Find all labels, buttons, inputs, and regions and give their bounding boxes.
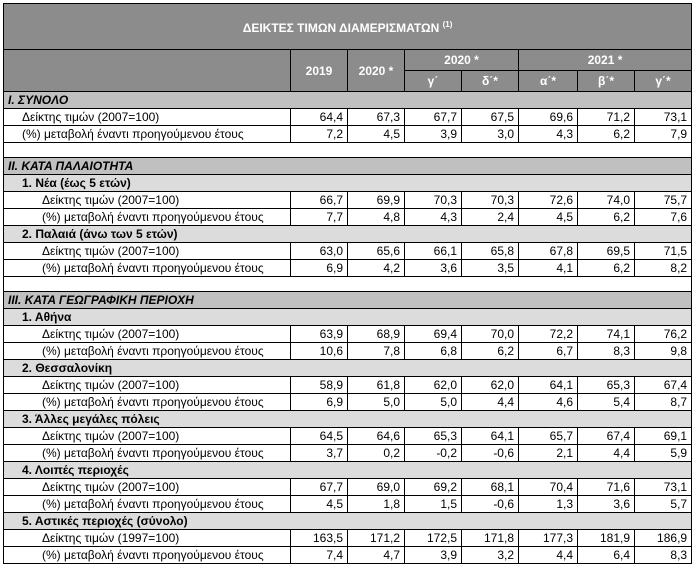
group-title: 5. Αστικές περιοχές (σύνολο) <box>4 513 692 530</box>
section-header-row <box>4 158 692 175</box>
value-cell: 7,2 <box>291 126 348 143</box>
value-cell: 61,8 <box>348 377 405 394</box>
value-cell: 3,5 <box>462 260 519 277</box>
value-cell: 73,1 <box>635 479 692 496</box>
value-cell: 9,8 <box>635 343 692 360</box>
spacer-cell <box>635 143 692 158</box>
value-cell: 3,9 <box>405 126 462 143</box>
row-label: (%) μεταβολή έναντι προηγούμενου έτους <box>4 547 291 564</box>
value-cell: 65,3 <box>405 428 462 445</box>
spacer-cell <box>578 277 635 292</box>
value-cell: 1,8 <box>348 496 405 513</box>
value-cell: 69,5 <box>578 243 635 260</box>
value-cell: 64,1 <box>462 428 519 445</box>
value-cell: 3,6 <box>405 260 462 277</box>
value-cell: 67,3 <box>348 109 405 126</box>
table-row <box>4 343 692 360</box>
group-title: 2. Θεσσαλονίκη <box>4 360 692 377</box>
table-title-text: ΔΕΙΚΤΕΣ ΤΙΜΩΝ ΔΙΑΜΕΡΙΣΜΑΤΩΝ <box>242 21 440 35</box>
value-cell: 65,6 <box>348 243 405 260</box>
group-title: 1. Αθήνα <box>4 309 692 326</box>
table-title-note: (1) <box>442 20 453 29</box>
value-cell: 3,0 <box>462 126 519 143</box>
section-title: I. ΣΥΝΟΛΟ <box>4 92 692 109</box>
table-title-row <box>4 4 692 50</box>
table-row <box>4 547 692 564</box>
header-row-years <box>4 50 692 71</box>
value-cell: 6,7 <box>519 343 578 360</box>
value-cell: 4,3 <box>519 126 578 143</box>
value-cell: 6,2 <box>578 260 635 277</box>
value-cell: 71,5 <box>635 243 692 260</box>
header-group-2021: 2021 * <box>519 50 692 71</box>
table-row <box>4 394 692 411</box>
spacer-cell <box>4 143 291 158</box>
group-header-row <box>4 226 692 243</box>
value-cell: 4,2 <box>348 260 405 277</box>
value-cell: 186,9 <box>635 530 692 547</box>
value-cell: 68,1 <box>462 479 519 496</box>
spacer-cell <box>462 143 519 158</box>
group-header-row <box>4 175 692 192</box>
value-cell: 8,3 <box>635 547 692 564</box>
group-title: 2. Παλαιά (άνω των 5 ετών) <box>4 226 692 243</box>
value-cell: 8,7 <box>635 394 692 411</box>
value-cell: 3,2 <box>462 547 519 564</box>
value-cell: 73,1 <box>635 109 692 126</box>
section-title: II. ΚΑΤΑ ΠΑΛΑΙΟΤΗΤΑ <box>4 158 692 175</box>
row-label: (%) μεταβολή έναντι προηγούμενου έτους <box>4 445 291 462</box>
value-cell: 69,0 <box>348 479 405 496</box>
value-cell: 4,8 <box>348 209 405 226</box>
value-cell: 70,0 <box>462 326 519 343</box>
value-cell: 71,2 <box>578 109 635 126</box>
value-cell: 69,1 <box>635 428 692 445</box>
spacer-cell <box>405 277 462 292</box>
value-cell: 5,9 <box>635 445 692 462</box>
header-quarter: δ΄* <box>462 71 519 92</box>
value-cell: 177,3 <box>519 530 578 547</box>
header-blank <box>4 50 291 92</box>
value-cell: 172,5 <box>405 530 462 547</box>
value-cell: 4,6 <box>519 394 578 411</box>
value-cell: 181,9 <box>578 530 635 547</box>
group-title: 4. Λοιπές περιοχές <box>4 462 692 479</box>
table-row <box>4 377 692 394</box>
value-cell: 4,5 <box>519 209 578 226</box>
value-cell: 66,7 <box>291 192 348 209</box>
header-quarter: α΄* <box>519 71 578 92</box>
value-cell: 76,2 <box>635 326 692 343</box>
table-row <box>4 126 692 143</box>
value-cell: 0,2 <box>348 445 405 462</box>
table-row <box>4 192 692 209</box>
group-header-row <box>4 309 692 326</box>
value-cell: 1,5 <box>405 496 462 513</box>
value-cell: 7,8 <box>348 343 405 360</box>
header-quarter: γ΄* <box>635 71 692 92</box>
value-cell: 4,7 <box>348 547 405 564</box>
value-cell: 171,8 <box>462 530 519 547</box>
header-2019: 2019 <box>291 50 348 92</box>
value-cell: 67,5 <box>462 109 519 126</box>
table-row <box>4 428 692 445</box>
price-index-table-container <box>3 3 691 564</box>
table-row <box>4 109 692 126</box>
spacer-cell <box>4 277 291 292</box>
value-cell: 7,9 <box>635 126 692 143</box>
table-row <box>4 496 692 513</box>
header-group-2020: 2020 * <box>405 50 519 71</box>
value-cell: 4,4 <box>578 445 635 462</box>
spacer-cell <box>348 143 405 158</box>
header-quarter: β΄* <box>578 71 635 92</box>
value-cell: 67,7 <box>291 479 348 496</box>
row-label: Δείκτης τιμών (2007=100) <box>4 243 291 260</box>
group-header-row <box>4 462 692 479</box>
table-row <box>4 530 692 547</box>
value-cell: 71,6 <box>578 479 635 496</box>
spacer-cell <box>635 277 692 292</box>
group-header-row <box>4 360 692 377</box>
row-label: Δείκτης τιμών (2007=100) <box>4 109 291 126</box>
value-cell: -0,2 <box>405 445 462 462</box>
value-cell: 63,0 <box>291 243 348 260</box>
value-cell: 5,0 <box>405 394 462 411</box>
value-cell: 10,6 <box>291 343 348 360</box>
value-cell: 67,4 <box>578 428 635 445</box>
value-cell: 62,0 <box>405 377 462 394</box>
row-label: (%) μεταβολή έναντι προηγούμενου έτους <box>4 394 291 411</box>
spacer-cell <box>291 277 348 292</box>
value-cell: 64,4 <box>291 109 348 126</box>
value-cell: 4,4 <box>462 394 519 411</box>
value-cell: 4,5 <box>348 126 405 143</box>
spacer-cell <box>519 277 578 292</box>
row-label: Δείκτης τιμών (2007=100) <box>4 479 291 496</box>
row-label: Δείκτης τιμών (2007=100) <box>4 377 291 394</box>
table-row <box>4 260 692 277</box>
value-cell: 64,5 <box>291 428 348 445</box>
apartment-price-index-table <box>3 3 692 564</box>
value-cell: 6,2 <box>578 126 635 143</box>
value-cell: 64,6 <box>348 428 405 445</box>
table-row <box>4 479 692 496</box>
spacer-cell <box>348 277 405 292</box>
value-cell: 69,4 <box>405 326 462 343</box>
value-cell: 67,7 <box>405 109 462 126</box>
value-cell: 69,6 <box>519 109 578 126</box>
row-label: (%) μεταβολή έναντι προηγούμενου έτους <box>4 496 291 513</box>
row-label: Δείκτης τιμών (1997=100) <box>4 530 291 547</box>
value-cell: 75,7 <box>635 192 692 209</box>
value-cell: 65,8 <box>462 243 519 260</box>
value-cell: 6,9 <box>291 394 348 411</box>
spacer-cell <box>405 143 462 158</box>
table-row <box>4 445 692 462</box>
spacer-row <box>4 277 692 292</box>
spacer-cell <box>462 277 519 292</box>
value-cell: 7,7 <box>291 209 348 226</box>
value-cell: 63,9 <box>291 326 348 343</box>
value-cell: 4,3 <box>405 209 462 226</box>
value-cell: 66,1 <box>405 243 462 260</box>
value-cell: 3,9 <box>405 547 462 564</box>
group-title: 3. Άλλες μεγάλες πόλεις <box>4 411 692 428</box>
row-label: (%) μεταβολή έναντι προηγούμενου έτους <box>4 343 291 360</box>
value-cell: 70,4 <box>519 479 578 496</box>
value-cell: 70,3 <box>462 192 519 209</box>
value-cell: 5,7 <box>635 496 692 513</box>
group-header-row <box>4 411 692 428</box>
spacer-row <box>4 143 692 158</box>
value-cell: 72,2 <box>519 326 578 343</box>
spacer-cell <box>291 143 348 158</box>
value-cell: 6,2 <box>578 209 635 226</box>
section-title: III. ΚΑΤΑ ΓΕΩΓΡΑΦΙΚΗ ΠΕΡΙΟΧΗ <box>4 292 692 309</box>
value-cell: 65,3 <box>578 377 635 394</box>
row-label: (%) μεταβολή έναντι προηγούμενου έτους <box>4 126 291 143</box>
header-2020: 2020 * <box>348 50 405 92</box>
section-header-row <box>4 292 692 309</box>
value-cell: 70,3 <box>405 192 462 209</box>
value-cell: 4,4 <box>519 547 578 564</box>
value-cell: 69,9 <box>348 192 405 209</box>
value-cell: 7,6 <box>635 209 692 226</box>
row-label: Δείκτης τιμών (2007=100) <box>4 428 291 445</box>
row-label: Δείκτης τιμών (2007=100) <box>4 326 291 343</box>
table-row <box>4 326 692 343</box>
value-cell: 67,8 <box>519 243 578 260</box>
value-cell: 3,7 <box>291 445 348 462</box>
group-title: 1. Νέα (έως 5 ετών) <box>4 175 692 192</box>
value-cell: 6,4 <box>578 547 635 564</box>
value-cell: 58,9 <box>291 377 348 394</box>
value-cell: 2,4 <box>462 209 519 226</box>
header-quarter: γ΄ <box>405 71 462 92</box>
value-cell: -0,6 <box>462 496 519 513</box>
row-label: Δείκτης τιμών (2007=100) <box>4 192 291 209</box>
section-header-row <box>4 92 692 109</box>
value-cell: 69,2 <box>405 479 462 496</box>
value-cell: -0,6 <box>462 445 519 462</box>
value-cell: 67,4 <box>635 377 692 394</box>
value-cell: 6,9 <box>291 260 348 277</box>
value-cell: 171,2 <box>348 530 405 547</box>
value-cell: 6,8 <box>405 343 462 360</box>
table-row <box>4 243 692 260</box>
row-label: (%) μεταβολή έναντι προηγούμενου έτους <box>4 209 291 226</box>
group-header-row <box>4 513 692 530</box>
value-cell: 4,5 <box>291 496 348 513</box>
value-cell: 7,4 <box>291 547 348 564</box>
row-label: (%) μεταβολή έναντι προηγούμενου έτους <box>4 260 291 277</box>
table-row <box>4 209 692 226</box>
value-cell: 8,3 <box>578 343 635 360</box>
value-cell: 62,0 <box>462 377 519 394</box>
spacer-cell <box>578 143 635 158</box>
value-cell: 163,5 <box>291 530 348 547</box>
value-cell: 3,6 <box>578 496 635 513</box>
value-cell: 74,0 <box>578 192 635 209</box>
value-cell: 64,1 <box>519 377 578 394</box>
spacer-cell <box>519 143 578 158</box>
value-cell: 72,6 <box>519 192 578 209</box>
value-cell: 4,1 <box>519 260 578 277</box>
value-cell: 2,1 <box>519 445 578 462</box>
value-cell: 5,4 <box>578 394 635 411</box>
value-cell: 8,2 <box>635 260 692 277</box>
value-cell: 6,2 <box>462 343 519 360</box>
value-cell: 65,7 <box>519 428 578 445</box>
value-cell: 1,3 <box>519 496 578 513</box>
value-cell: 74,1 <box>578 326 635 343</box>
value-cell: 68,9 <box>348 326 405 343</box>
table-title <box>4 4 692 50</box>
value-cell: 5,0 <box>348 394 405 411</box>
